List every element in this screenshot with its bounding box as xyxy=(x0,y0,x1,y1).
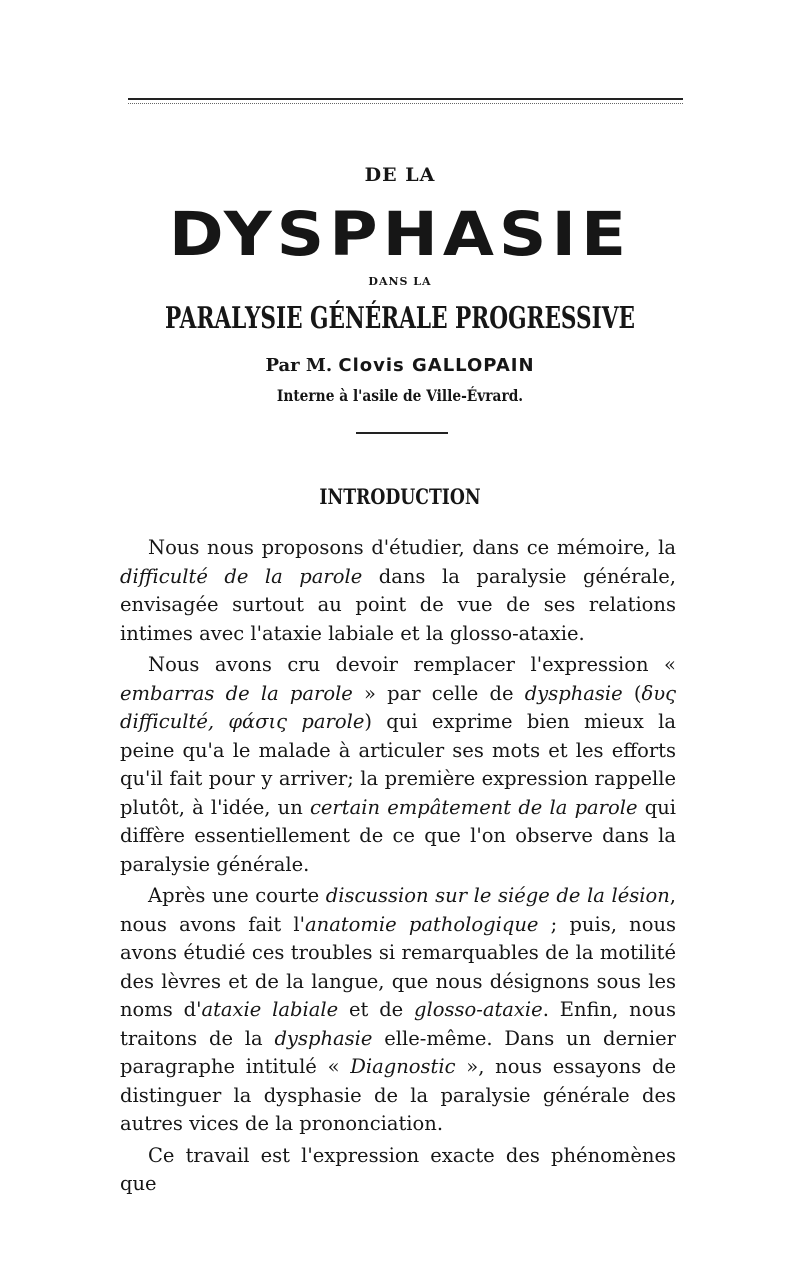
paragraph: Nous avons cru devoir remplacer l'expression « embarras de la parole » par celle de dysphasie (δυς difficulté, φάσις parole) qui exprime bien mieux la peine qu'a le malade à articuler ses mots et les efforts qu'il fait pour y arriver; la première expression rappelle plutôt, à l'idée, un certain empâtement de la parole qui diffère essentiellement de ce que l'on observe dans la paralysie générale. xyxy=(120,653,677,876)
author-prefix: Par M. xyxy=(265,355,333,376)
paragraph: Nous nous proposons d'étudier, dans ce mémoire, la difficulté de la parole dans la paralysie générale, envisagée surtout au point de vue de ses relations intimes avec l'ataxie labiale et la glosso-ataxie. xyxy=(120,536,676,645)
section-divider xyxy=(356,432,448,434)
body-text xyxy=(120,534,676,1202)
page-title: DYSPHASIE xyxy=(168,199,632,270)
paragraph: Après une courte discussion sur le siége de la lésion, nous avons fait l'anatomie pathologique ; puis, nous avons étudié ces troubles si remarquables de la motilité des lèvres et de la langue, que nous désignons sous les noms d'ataxie labiale et de glosso-ataxie. Enfin, nous traitons de la dysphasie elle-même. Dans un dernier paragraphe intitulé « Diagnostic », nous essayons de distinguer la dysphasie de la paralysie générale des autres vices de la prononciation. xyxy=(120,884,677,1135)
page-subtitle: PARALYSIE GÉNÉRALE PROGRESSIVE xyxy=(165,301,635,336)
header-rule xyxy=(128,98,683,100)
title-connector: DANS LA xyxy=(368,275,432,288)
author-affiliation: Interne à l'asile de Ville-Évrard. xyxy=(276,386,524,405)
pre-title: DE LA xyxy=(364,164,436,186)
author-line xyxy=(120,355,680,376)
author-name: Clovis GALLOPAIN xyxy=(338,355,535,376)
paragraph: Ce travail est l'expression exacte des phénomènes que xyxy=(120,1143,676,1195)
section-heading: INTRODUCTION xyxy=(319,484,481,509)
